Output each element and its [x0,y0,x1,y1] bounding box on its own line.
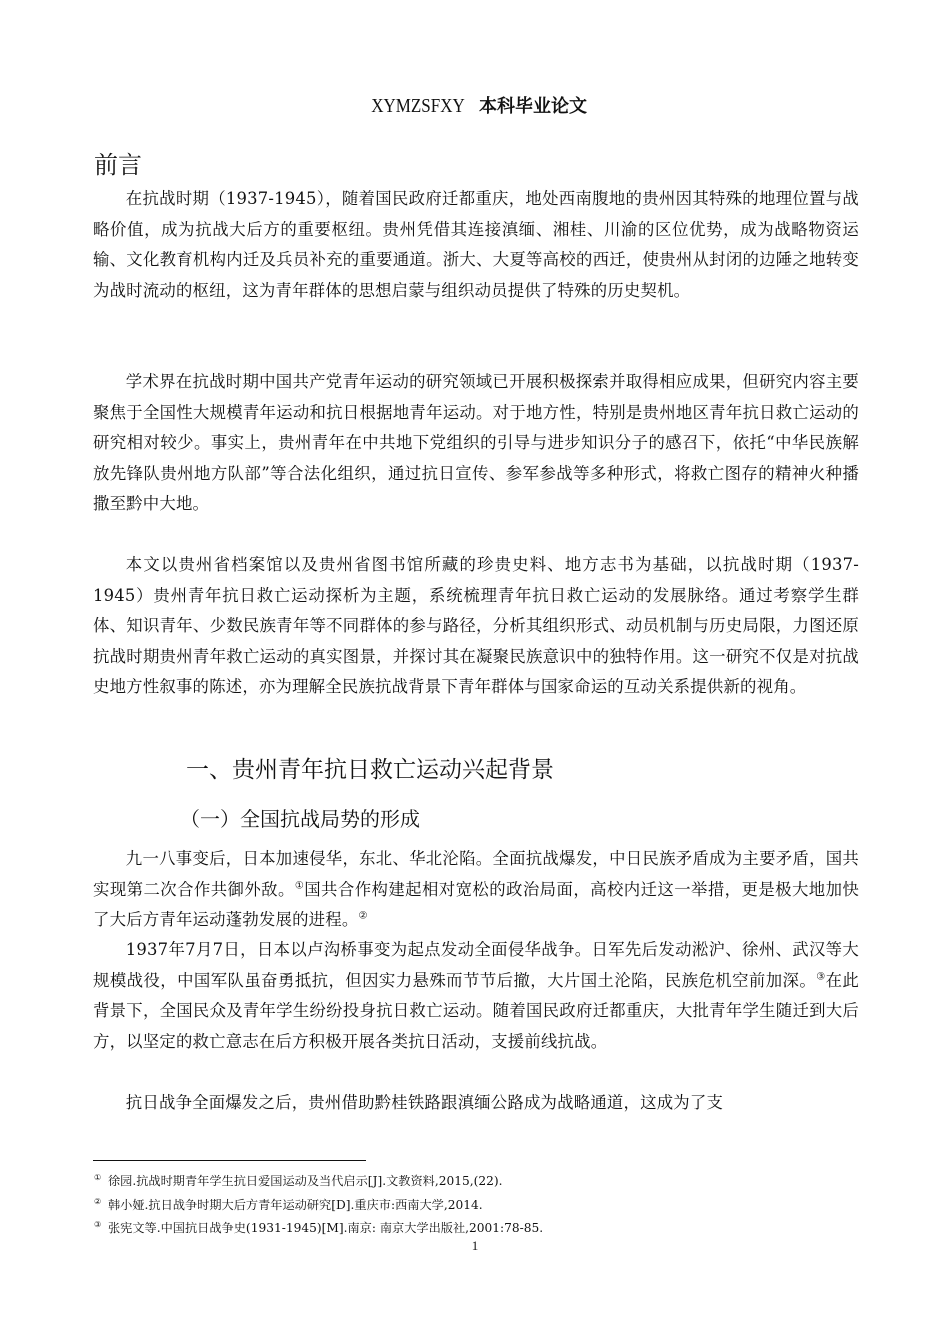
footnote-3: ③ 张宪文等.中国抗日战争史(1931-1945)[M].南京: 南京大学出版社,2001:78-85. [108,1215,543,1239]
footnote-mark: ② [94,1196,102,1206]
page-header [0,92,950,118]
header-title: 本科毕业论文 [479,96,588,117]
body-paragraph-2: 1937年7月7日，日本以卢沟桥事变为起点发动全面侵华战争。日军先后发动淞沪、徐州、武汉等大规模战役，中国军队虽奋勇抵抗，但因实力悬殊而节节后撤，大片国土沦陷，民族危机空前加深。③在此背景下，全国民众及青年学生纷纷投身抗日救亡运动。随着国民政府迁都重庆，大批青年学生随迁到大后方，以坚定的救亡意志在后方积极开展各类抗日活动，支援前线抗战。 [93,940,860,1051]
body-paragraph-1: 九一八事变后，日本加速侵华，东北、华北沦陷。全面抗战爆发，中日民族矛盾成为主要矛盾，国共实现第二次合作共御外敌。①国共合作构建起相对宽松的政治局面，高校内迁这一举措，更是极大地加快了大后方青年运动蓬勃发展的进程。② [93,849,860,929]
footnote-2: ② 韩小娅.抗日战争时期大后方青年运动研究[D].重庆市:西南大学,2014. [108,1192,543,1216]
footnotes [94,1168,544,1239]
page-number: 1 [471,1238,479,1253]
footnote-1: ① 徐园.抗战时期青年学生抗日爱国运动及当代启示[J].文教资料,2015,(22). [108,1168,543,1192]
header-school-code: XYMZSFXY [371,95,465,117]
footnote-ref-3[interactable]: ③ [816,971,826,983]
footnote-ref-2[interactable]: ② [358,910,368,922]
body-paragraph-3: 抗日战争全面爆发之后，贵州借助黔桂铁路跟滇缅公路成为战略通道，这成为了支 [125,1093,724,1112]
footnote-mark: ① [94,1173,102,1182]
subsection-1-heading: （一）全国抗战局势的形成 [180,807,420,831]
preface-paragraph-1: 在抗战时期（1937-1945），随着国民政府迁都重庆，地处西南腹地的贵州因其特殊的地理位置与战略价值，成为抗战大后方的重要枢纽。贵州凭借其连接滇缅、湘桂、川渝的区位优势，成为战略物资运输、文化教育机构内迁及兵员补充的重要通道。浙大、大夏等高校的西迁，使贵州从封闭的边陲之地转变为战时流动的枢纽，这为青年群体的思想启蒙与组织动员提供了特殊的历史契机。 [93,189,859,300]
section-1-heading: 一、贵州青年抗日救亡运动兴起背景 [186,757,554,783]
footnote-ref-1[interactable]: ① [294,880,305,892]
footnote-mark: ③ [94,1220,102,1230]
preface-heading: 前言 [94,151,142,179]
footnote-separator [93,1160,366,1161]
preface-paragraph-3: 本文以贵州省档案馆以及贵州省图书馆所藏的珍贵史料、地方志书为基础，以抗战时期（1937-1945）贵州青年抗日救亡运动探析为主题，系统梳理青年抗日救亡运动的发展脉络。通过考察学生群体、知识青年、少数民族青年等不同群体的参与路径，分析其组织形式、动员机制与历史局限，力图还原抗战时期贵州青年救亡运动的真实图景，并探讨其在凝聚民族意识中的独特作用。这一研究不仅是对抗战史地方性叙事的陈述，亦为理解全民族抗战背景下青年群体与国家命运的互动关系提供新的视角。 [93,555,859,696]
preface-paragraph-2: 学术界在抗战时期中国共产党青年运动的研究领域已开展积极探索并取得相应成果，但研究内容主要聚焦于全国性大规模青年运动和抗日根据地青年运动。对于地方性，特别是贵州地区青年抗日救亡运动的研究相对较少。事实上，贵州青年在中共地下党组织的引导与进步知识分子的感召下，依托“中华民族解放先锋队贵州地方队部”等合法化组织，通过抗日宣传、参军参战等多种形式，将救亡图存的精神火种播撒至黔中大地。 [93,372,859,513]
